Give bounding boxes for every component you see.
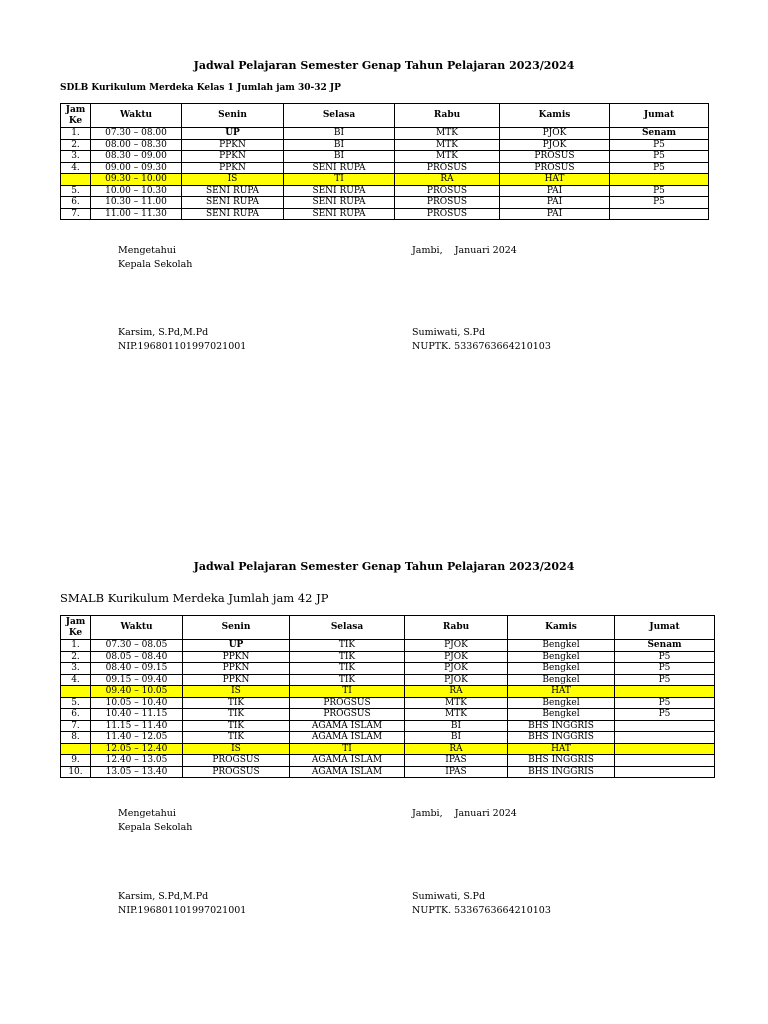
cell-kamis: Bengkel [508,674,615,686]
cell-jumat [615,732,715,744]
cell-kamis: PJOK [500,128,610,140]
cell-rabu: MTK [395,151,500,163]
cell-jumat [610,208,709,220]
cell-rabu: BI [405,720,508,732]
cell-waktu: 10.05 – 10.40 [91,697,183,709]
cell-jam-ke: 4. [61,162,91,174]
cell-waktu: 10.30 – 11.00 [91,197,182,209]
doc2-schedule-table [60,615,715,778]
cell-jumat: P5 [610,162,709,174]
cell-jam-ke: 3. [61,151,91,163]
cell-jam-ke: 7. [61,720,91,732]
cell-waktu: 09.15 – 09.40 [91,674,183,686]
cell-kamis: Bengkel [508,709,615,721]
cell-rabu: PROSUS [395,185,500,197]
cell-jumat: P5 [615,651,715,663]
cell-selasa: TIK [290,640,405,652]
cell-waktu: 10.00 – 10.30 [91,185,182,197]
doc1-schedule-body [61,128,709,220]
cell-senin: TIK [183,720,290,732]
cell-jam-ke: 6. [61,197,91,209]
cell-senin: PPKN [183,663,290,675]
cell-jumat: P5 [610,197,709,209]
doc1-teacher-signature [412,326,551,354]
header-jumat: Jumat [615,616,715,640]
cell-selasa: TIK [290,674,405,686]
cell-rabu: RA [405,686,508,698]
cell-waktu: 07.30 – 08.00 [91,128,182,140]
cell-senin: IS [183,743,290,755]
cell-rabu: RA [405,743,508,755]
cell-rabu: MTK [405,697,508,709]
cell-jumat: P5 [615,663,715,675]
cell-jam-ke: 1. [61,128,91,140]
header-rabu: Rabu [405,616,508,640]
header-selasa: Selasa [284,104,395,128]
header-kamis: Kamis [500,104,610,128]
cell-waktu: 12.05 – 12.40 [91,743,183,755]
table-row [61,755,715,767]
header-selasa: Selasa [290,616,405,640]
cell-rabu: PROSUS [395,197,500,209]
cell-selasa: TI [290,686,405,698]
place-date: Jambi, Januari 2024 [412,245,517,256]
cell-kamis: PROSUS [500,151,610,163]
principal-nip: NIP.196801101997021001 [118,905,247,916]
cell-jumat: P5 [610,185,709,197]
cell-rabu: PROSUS [395,208,500,220]
cell-waktu: 11.00 – 11.30 [91,208,182,220]
cell-senin: IS [183,686,290,698]
cell-selasa: BI [284,128,395,140]
cell-senin: IS [182,174,284,186]
cell-jumat [610,174,709,186]
cell-jumat: P5 [615,697,715,709]
cell-senin: TIK [183,697,290,709]
doc1-sign-left [118,244,192,272]
cell-selasa: BI [284,139,395,151]
cell-selasa: TIK [290,663,405,675]
cell-waktu: 08.40 – 09.15 [91,663,183,675]
cell-senin: PPKN [183,651,290,663]
header-kamis: Kamis [508,616,615,640]
header-waktu: Waktu [91,104,182,128]
cell-jumat [615,743,715,755]
cell-jumat [615,755,715,767]
cell-selasa: AGAMA ISLAM [290,766,405,778]
cell-selasa: PROGSUS [290,697,405,709]
cell-waktu: 09.40 – 10.05 [91,686,183,698]
cell-waktu: 11.15 – 11.40 [91,720,183,732]
cell-senin: TIK [183,709,290,721]
header-senin: Senin [182,104,284,128]
teacher-name: Sumiwati, S.Pd [412,891,486,902]
table-row [61,139,709,151]
cell-jam-ke: 1. [61,640,91,652]
cell-kamis: BHS INGGRIS [508,732,615,744]
cell-jam-ke: 10. [61,766,91,778]
header-jam-ke: Jam Ke [61,104,91,128]
place-date: Jambi, Januari 2024 [412,808,517,819]
table-row [61,162,709,174]
cell-senin: PROGSUS [183,766,290,778]
acknowledged-label: Mengetahui [118,245,176,256]
table-row [61,709,715,721]
cell-jam-ke: 7. [61,208,91,220]
cell-jumat: P5 [610,139,709,151]
cell-kamis: Bengkel [508,697,615,709]
cell-jam-ke: 2. [61,139,91,151]
principal-name: Karsim, S.Pd,M.Pd [118,891,209,902]
cell-rabu: BI [405,732,508,744]
cell-jam-ke: 5. [61,697,91,709]
break-row [61,743,715,755]
cell-senin: UP [182,128,284,140]
cell-jumat: P5 [615,674,715,686]
table-row [61,663,715,675]
cell-waktu: 08.05 – 08.40 [91,651,183,663]
cell-jumat: P5 [615,709,715,721]
doc2-principal-signature [118,890,246,918]
cell-waktu: 10.40 – 11.15 [91,709,183,721]
table-row [61,208,709,220]
table-row [61,197,709,209]
break-row [61,686,715,698]
cell-selasa: TI [290,743,405,755]
table-row [61,185,709,197]
cell-kamis: Bengkel [508,663,615,675]
cell-kamis: HAT [508,686,615,698]
cell-selasa: SENI RUPA [284,208,395,220]
cell-kamis: HAT [500,174,610,186]
doc1-subtitle: SDLB Kurikulum Merdeka Kelas 1 Jumlah jam 30-32 JP [60,83,341,93]
cell-selasa: TIK [290,651,405,663]
doc1-sign-right [412,244,517,258]
cell-senin: PROGSUS [183,755,290,767]
cell-waktu: 07.30 – 08.05 [91,640,183,652]
principal-nip: NIP.196801101997021001 [118,341,247,352]
cell-selasa: AGAMA ISLAM [290,732,405,744]
cell-selasa: SENI RUPA [284,185,395,197]
cell-selasa: AGAMA ISLAM [290,720,405,732]
cell-kamis: PROSUS [500,162,610,174]
cell-senin: PPKN [182,139,284,151]
table-row [61,766,715,778]
cell-selasa: AGAMA ISLAM [290,755,405,767]
doc2-subtitle: SMALB Kurikulum Merdeka Jumlah jam 42 JP [60,591,329,605]
cell-kamis: PJOK [500,139,610,151]
teacher-nuptk: NUPTK. 5336763664210103 [412,905,551,916]
cell-rabu: MTK [395,139,500,151]
cell-senin: SENI RUPA [182,197,284,209]
cell-jam-ke: 4. [61,674,91,686]
cell-rabu: PROSUS [395,162,500,174]
cell-waktu: 11.40 – 12.05 [91,732,183,744]
cell-rabu: IPAS [405,766,508,778]
table-row [61,151,709,163]
header-jumat: Jumat [610,104,709,128]
cell-rabu: PJOK [405,663,508,675]
cell-jumat [615,720,715,732]
cell-jumat: P5 [610,151,709,163]
cell-kamis: BHS INGGRIS [508,766,615,778]
cell-jam-ke [61,743,91,755]
table-row [61,640,715,652]
doc1-title: Jadwal Pelajaran Semester Genap Tahun Pelajaran 2023/2024 [193,59,575,72]
cell-kamis: BHS INGGRIS [508,720,615,732]
cell-rabu: PJOK [405,651,508,663]
cell-selasa: PROGSUS [290,709,405,721]
cell-jumat: Senam [610,128,709,140]
doc1-principal-signature [118,326,246,354]
cell-jumat [615,686,715,698]
cell-jam-ke [61,174,91,186]
cell-kamis: PAI [500,208,610,220]
table-row [61,128,709,140]
cell-jam-ke: 2. [61,651,91,663]
cell-waktu: 09.00 – 09.30 [91,162,182,174]
cell-senin: PPKN [183,674,290,686]
header-jam-ke: Jam Ke [61,616,91,640]
cell-kamis: BHS INGGRIS [508,755,615,767]
cell-jam-ke: 8. [61,732,91,744]
cell-waktu: 13.05 – 13.40 [91,766,183,778]
header-senin: Senin [183,616,290,640]
cell-selasa: SENI RUPA [284,162,395,174]
break-row [61,174,709,186]
doc2-teacher-signature [412,890,551,918]
header-rabu: Rabu [395,104,500,128]
cell-rabu: MTK [395,128,500,140]
doc1-schedule-table [60,103,709,220]
cell-senin: PPKN [182,162,284,174]
cell-waktu: 09.30 – 10.00 [91,174,182,186]
cell-rabu: RA [395,174,500,186]
doc2-schedule-body [61,640,715,778]
cell-waktu: 12.40 – 13.05 [91,755,183,767]
table-row [61,674,715,686]
cell-jumat: Senam [615,640,715,652]
principal-label: Kepala Sekolah [118,259,193,270]
cell-senin: TIK [183,732,290,744]
cell-kamis: Bengkel [508,640,615,652]
cell-rabu: PJOK [405,674,508,686]
cell-jam-ke: 9. [61,755,91,767]
acknowledged-label: Mengetahui [118,808,176,819]
cell-waktu: 08.00 – 08.30 [91,139,182,151]
cell-jam-ke [61,686,91,698]
cell-jumat [615,766,715,778]
table-row [61,720,715,732]
cell-senin: PPKN [182,151,284,163]
header-waktu: Waktu [91,616,183,640]
cell-kamis: PAI [500,197,610,209]
teacher-name: Sumiwati, S.Pd [412,327,486,338]
cell-rabu: IPAS [405,755,508,767]
cell-selasa: TI [284,174,395,186]
table-row [61,732,715,744]
cell-jam-ke: 6. [61,709,91,721]
principal-name: Karsim, S.Pd,M.Pd [118,327,209,338]
cell-kamis: PAI [500,185,610,197]
table-row [61,697,715,709]
table-row [61,651,715,663]
cell-kamis: HAT [508,743,615,755]
cell-jam-ke: 3. [61,663,91,675]
cell-senin: SENI RUPA [182,185,284,197]
cell-senin: UP [183,640,290,652]
doc2-sign-left [118,807,192,835]
doc2-title: Jadwal Pelajaran Semester Genap Tahun Pelajaran 2023/2024 [193,560,575,573]
cell-senin: SENI RUPA [182,208,284,220]
cell-jam-ke: 5. [61,185,91,197]
cell-rabu: PJOK [405,640,508,652]
cell-selasa: BI [284,151,395,163]
cell-rabu: MTK [405,709,508,721]
teacher-nuptk: NUPTK. 5336763664210103 [412,341,551,352]
cell-waktu: 08.30 – 09.00 [91,151,182,163]
cell-kamis: Bengkel [508,651,615,663]
doc2-sign-right [412,807,517,821]
cell-selasa: SENI RUPA [284,197,395,209]
principal-label: Kepala Sekolah [118,822,193,833]
